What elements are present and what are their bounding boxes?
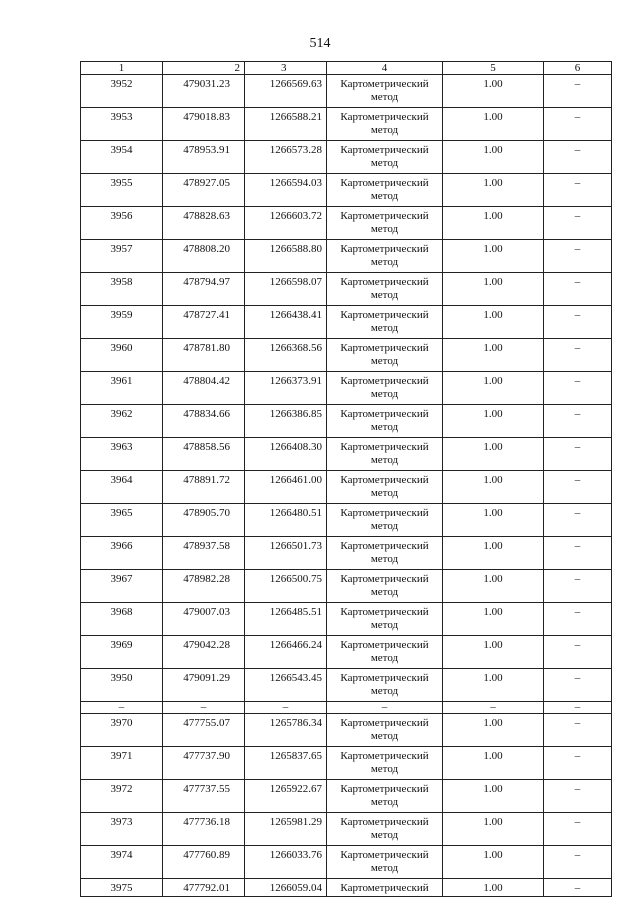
table-cell: 1266569.63 <box>245 75 327 108</box>
separator-cell: – <box>443 702 544 714</box>
table-cell: – <box>544 108 612 141</box>
table-cell: 1266033.76 <box>245 846 327 879</box>
table-cell: – <box>544 879 612 897</box>
table-row <box>81 372 612 405</box>
table-cell: 477737.55 <box>163 780 245 813</box>
table-cell: 1.00 <box>443 570 544 603</box>
table-cell: Картометрический метод <box>327 780 443 813</box>
table-row <box>81 108 612 141</box>
table-cell: 1.00 <box>443 306 544 339</box>
table-cell: 478794.97 <box>163 273 245 306</box>
table-cell: 1266373.91 <box>245 372 327 405</box>
table-cell: 3956 <box>81 207 163 240</box>
table-cell: – <box>544 714 612 747</box>
table-row <box>81 846 612 879</box>
table-cell: Картометрический метод <box>327 306 443 339</box>
coordinates-table <box>80 61 612 897</box>
table-cell: 478937.58 <box>163 537 245 570</box>
table-cell: 1265837.65 <box>245 747 327 780</box>
table-cell: 1.00 <box>443 108 544 141</box>
table-cell: 478781.80 <box>163 339 245 372</box>
table-cell: 478891.72 <box>163 471 245 504</box>
table-cell: 1.00 <box>443 714 544 747</box>
table-cell: Картометрический метод <box>327 813 443 846</box>
table-cell: 1.00 <box>443 273 544 306</box>
separator-cell: – <box>81 702 163 714</box>
table-cell: 478858.56 <box>163 438 245 471</box>
table-cell: – <box>544 471 612 504</box>
table-cell: 478828.63 <box>163 207 245 240</box>
table-cell: 1266573.28 <box>245 141 327 174</box>
table-cell: 1.00 <box>443 669 544 702</box>
table-cell: Картометрический метод <box>327 207 443 240</box>
table-cell: 1.00 <box>443 471 544 504</box>
table-cell: Картометрический метод <box>327 471 443 504</box>
header-row <box>81 62 612 75</box>
table-cell: 1266603.72 <box>245 207 327 240</box>
table-cell: 1.00 <box>443 75 544 108</box>
table-row <box>81 603 612 636</box>
table-cell: Картометрический метод <box>327 75 443 108</box>
table-cell: Картометрический метод <box>327 273 443 306</box>
table-cell: 1266461.00 <box>245 471 327 504</box>
table-cell: 478808.20 <box>163 240 245 273</box>
table-cell: 478804.42 <box>163 372 245 405</box>
table-cell: 3969 <box>81 636 163 669</box>
table-cell: 1.00 <box>443 747 544 780</box>
table-cell: 1266598.07 <box>245 273 327 306</box>
separator-cell: – <box>327 702 443 714</box>
table-cell: 1266386.85 <box>245 405 327 438</box>
table-row <box>81 306 612 339</box>
table-row <box>81 570 612 603</box>
separator-row <box>81 702 612 714</box>
table-cell: 1266480.51 <box>245 504 327 537</box>
table-cell: 1266588.21 <box>245 108 327 141</box>
table-cell: 1266059.04 <box>245 879 327 897</box>
table-cell: 3966 <box>81 537 163 570</box>
table-cell: – <box>544 747 612 780</box>
column-header: 6 <box>544 62 612 75</box>
column-header: 5 <box>443 62 544 75</box>
table-cell: 479091.29 <box>163 669 245 702</box>
table-cell: 478927.05 <box>163 174 245 207</box>
table-cell: 1.00 <box>443 537 544 570</box>
page-number: 514 <box>309 36 331 51</box>
table-cell: 3952 <box>81 75 163 108</box>
table-cell: 1266500.75 <box>245 570 327 603</box>
table-cell: 3957 <box>81 240 163 273</box>
table-row <box>81 405 612 438</box>
table-cell: – <box>544 306 612 339</box>
table-cell: 1.00 <box>443 603 544 636</box>
table-row <box>81 879 612 897</box>
table-cell: – <box>544 273 612 306</box>
table-cell: – <box>544 504 612 537</box>
table-cell: – <box>544 141 612 174</box>
table-row <box>81 714 612 747</box>
table-cell: 3954 <box>81 141 163 174</box>
table-cell: Картометрический метод <box>327 570 443 603</box>
table-cell: 3964 <box>81 471 163 504</box>
table-cell: 478905.70 <box>163 504 245 537</box>
table-cell: 1.00 <box>443 504 544 537</box>
table-cell: 478953.91 <box>163 141 245 174</box>
separator-cell: – <box>245 702 327 714</box>
table-row <box>81 339 612 372</box>
table-cell: 1.00 <box>443 174 544 207</box>
table-row <box>81 813 612 846</box>
table-cell: 1266466.24 <box>245 636 327 669</box>
table-cell: – <box>544 207 612 240</box>
table-cell: 3974 <box>81 846 163 879</box>
table-cell: 3975 <box>81 879 163 897</box>
table-cell: 1.00 <box>443 780 544 813</box>
table-cell: – <box>544 174 612 207</box>
table-cell: Картометрический метод <box>327 537 443 570</box>
table-cell: 1266543.45 <box>245 669 327 702</box>
table-cell: Картометрический метод <box>327 141 443 174</box>
table-cell: 3958 <box>81 273 163 306</box>
column-header: 1 <box>81 62 163 75</box>
table-cell: 1.00 <box>443 846 544 879</box>
table-cell: 3971 <box>81 747 163 780</box>
table-cell: – <box>544 438 612 471</box>
table-cell: 3967 <box>81 570 163 603</box>
table-cell: – <box>544 780 612 813</box>
table-cell: 3965 <box>81 504 163 537</box>
table-cell: 3959 <box>81 306 163 339</box>
table-cell: 1.00 <box>443 141 544 174</box>
table-cell: Картометрический метод <box>327 669 443 702</box>
table-cell: 1266588.80 <box>245 240 327 273</box>
column-header: 2 <box>163 62 245 75</box>
table-row <box>81 273 612 306</box>
table-cell: 477792.01 <box>163 879 245 897</box>
table-cell: 1266501.73 <box>245 537 327 570</box>
table-cell: Картометрический метод <box>327 108 443 141</box>
table-cell: Картометрический метод <box>327 372 443 405</box>
table-cell: 3950 <box>81 669 163 702</box>
table-row <box>81 537 612 570</box>
table-cell: 477760.89 <box>163 846 245 879</box>
table-cell: – <box>544 537 612 570</box>
table-cell: 479031.23 <box>163 75 245 108</box>
separator-cell: – <box>163 702 245 714</box>
table-cell: 479007.03 <box>163 603 245 636</box>
table-cell: Картометрический метод <box>327 504 443 537</box>
table-cell: 478834.66 <box>163 405 245 438</box>
table-cell: – <box>544 240 612 273</box>
table-cell: Картометрический метод <box>327 240 443 273</box>
table-cell: Картометрический метод <box>327 714 443 747</box>
table-cell: 1.00 <box>443 879 544 897</box>
table-cell: 1265922.67 <box>245 780 327 813</box>
table-row <box>81 207 612 240</box>
table-cell: 1.00 <box>443 405 544 438</box>
table-cell: 1.00 <box>443 438 544 471</box>
table-cell: 1.00 <box>443 339 544 372</box>
table-cell: – <box>544 570 612 603</box>
table-row <box>81 504 612 537</box>
table-row <box>81 669 612 702</box>
table-cell: 3973 <box>81 813 163 846</box>
table-cell: – <box>544 372 612 405</box>
table-cell: – <box>544 636 612 669</box>
table-cell: 477736.18 <box>163 813 245 846</box>
separator-cell: – <box>544 702 612 714</box>
table-cell: 1266485.51 <box>245 603 327 636</box>
table-cell: 3960 <box>81 339 163 372</box>
table-cell: 477755.07 <box>163 714 245 747</box>
table-cell: 478727.41 <box>163 306 245 339</box>
table-cell: Картометрический метод <box>327 405 443 438</box>
table-cell: – <box>544 603 612 636</box>
table-cell: 1266594.03 <box>245 174 327 207</box>
table-row <box>81 636 612 669</box>
table-cell: – <box>544 339 612 372</box>
table-cell: Картометрический метод <box>327 846 443 879</box>
table-cell: Картометрический метод <box>327 747 443 780</box>
table-cell: 1266438.41 <box>245 306 327 339</box>
table-cell: Картометрический метод <box>327 174 443 207</box>
table-cell: 3953 <box>81 108 163 141</box>
table-cell: Картометрический метод <box>327 603 443 636</box>
table-row <box>81 141 612 174</box>
table-cell: 3963 <box>81 438 163 471</box>
table-cell: 479018.83 <box>163 108 245 141</box>
table-cell: 1266408.30 <box>245 438 327 471</box>
table-cell: 1.00 <box>443 207 544 240</box>
table-cell: 1.00 <box>443 240 544 273</box>
table-row <box>81 780 612 813</box>
table-row <box>81 471 612 504</box>
table-row <box>81 240 612 273</box>
table-cell: 1266368.56 <box>245 339 327 372</box>
table-cell: 477737.90 <box>163 747 245 780</box>
table-cell: 1265786.34 <box>245 714 327 747</box>
table-row <box>81 174 612 207</box>
table-cell: Картометрический метод <box>327 339 443 372</box>
table-cell: – <box>544 405 612 438</box>
table-cell: 3972 <box>81 780 163 813</box>
table-cell: 478982.28 <box>163 570 245 603</box>
table-cell: 3962 <box>81 405 163 438</box>
table-cell: Картометрический метод <box>327 636 443 669</box>
table-cell: 3955 <box>81 174 163 207</box>
table-cell: 3970 <box>81 714 163 747</box>
column-header: 3 <box>245 62 327 75</box>
table-cell: 1.00 <box>443 636 544 669</box>
table-row <box>81 747 612 780</box>
column-header: 4 <box>327 62 443 75</box>
table-cell: – <box>544 813 612 846</box>
table-cell: 479042.28 <box>163 636 245 669</box>
table-cell: 1.00 <box>443 813 544 846</box>
table-cell: 1.00 <box>443 372 544 405</box>
table-cell: 1265981.29 <box>245 813 327 846</box>
table-cell: 3961 <box>81 372 163 405</box>
table-cell: – <box>544 75 612 108</box>
table-cell: – <box>544 669 612 702</box>
table-row <box>81 75 612 108</box>
table-cell: Картометрический метод <box>327 438 443 471</box>
table-cell: 3968 <box>81 603 163 636</box>
table-cell: Картометрический <box>327 879 443 897</box>
table-row <box>81 438 612 471</box>
table-cell: – <box>544 846 612 879</box>
